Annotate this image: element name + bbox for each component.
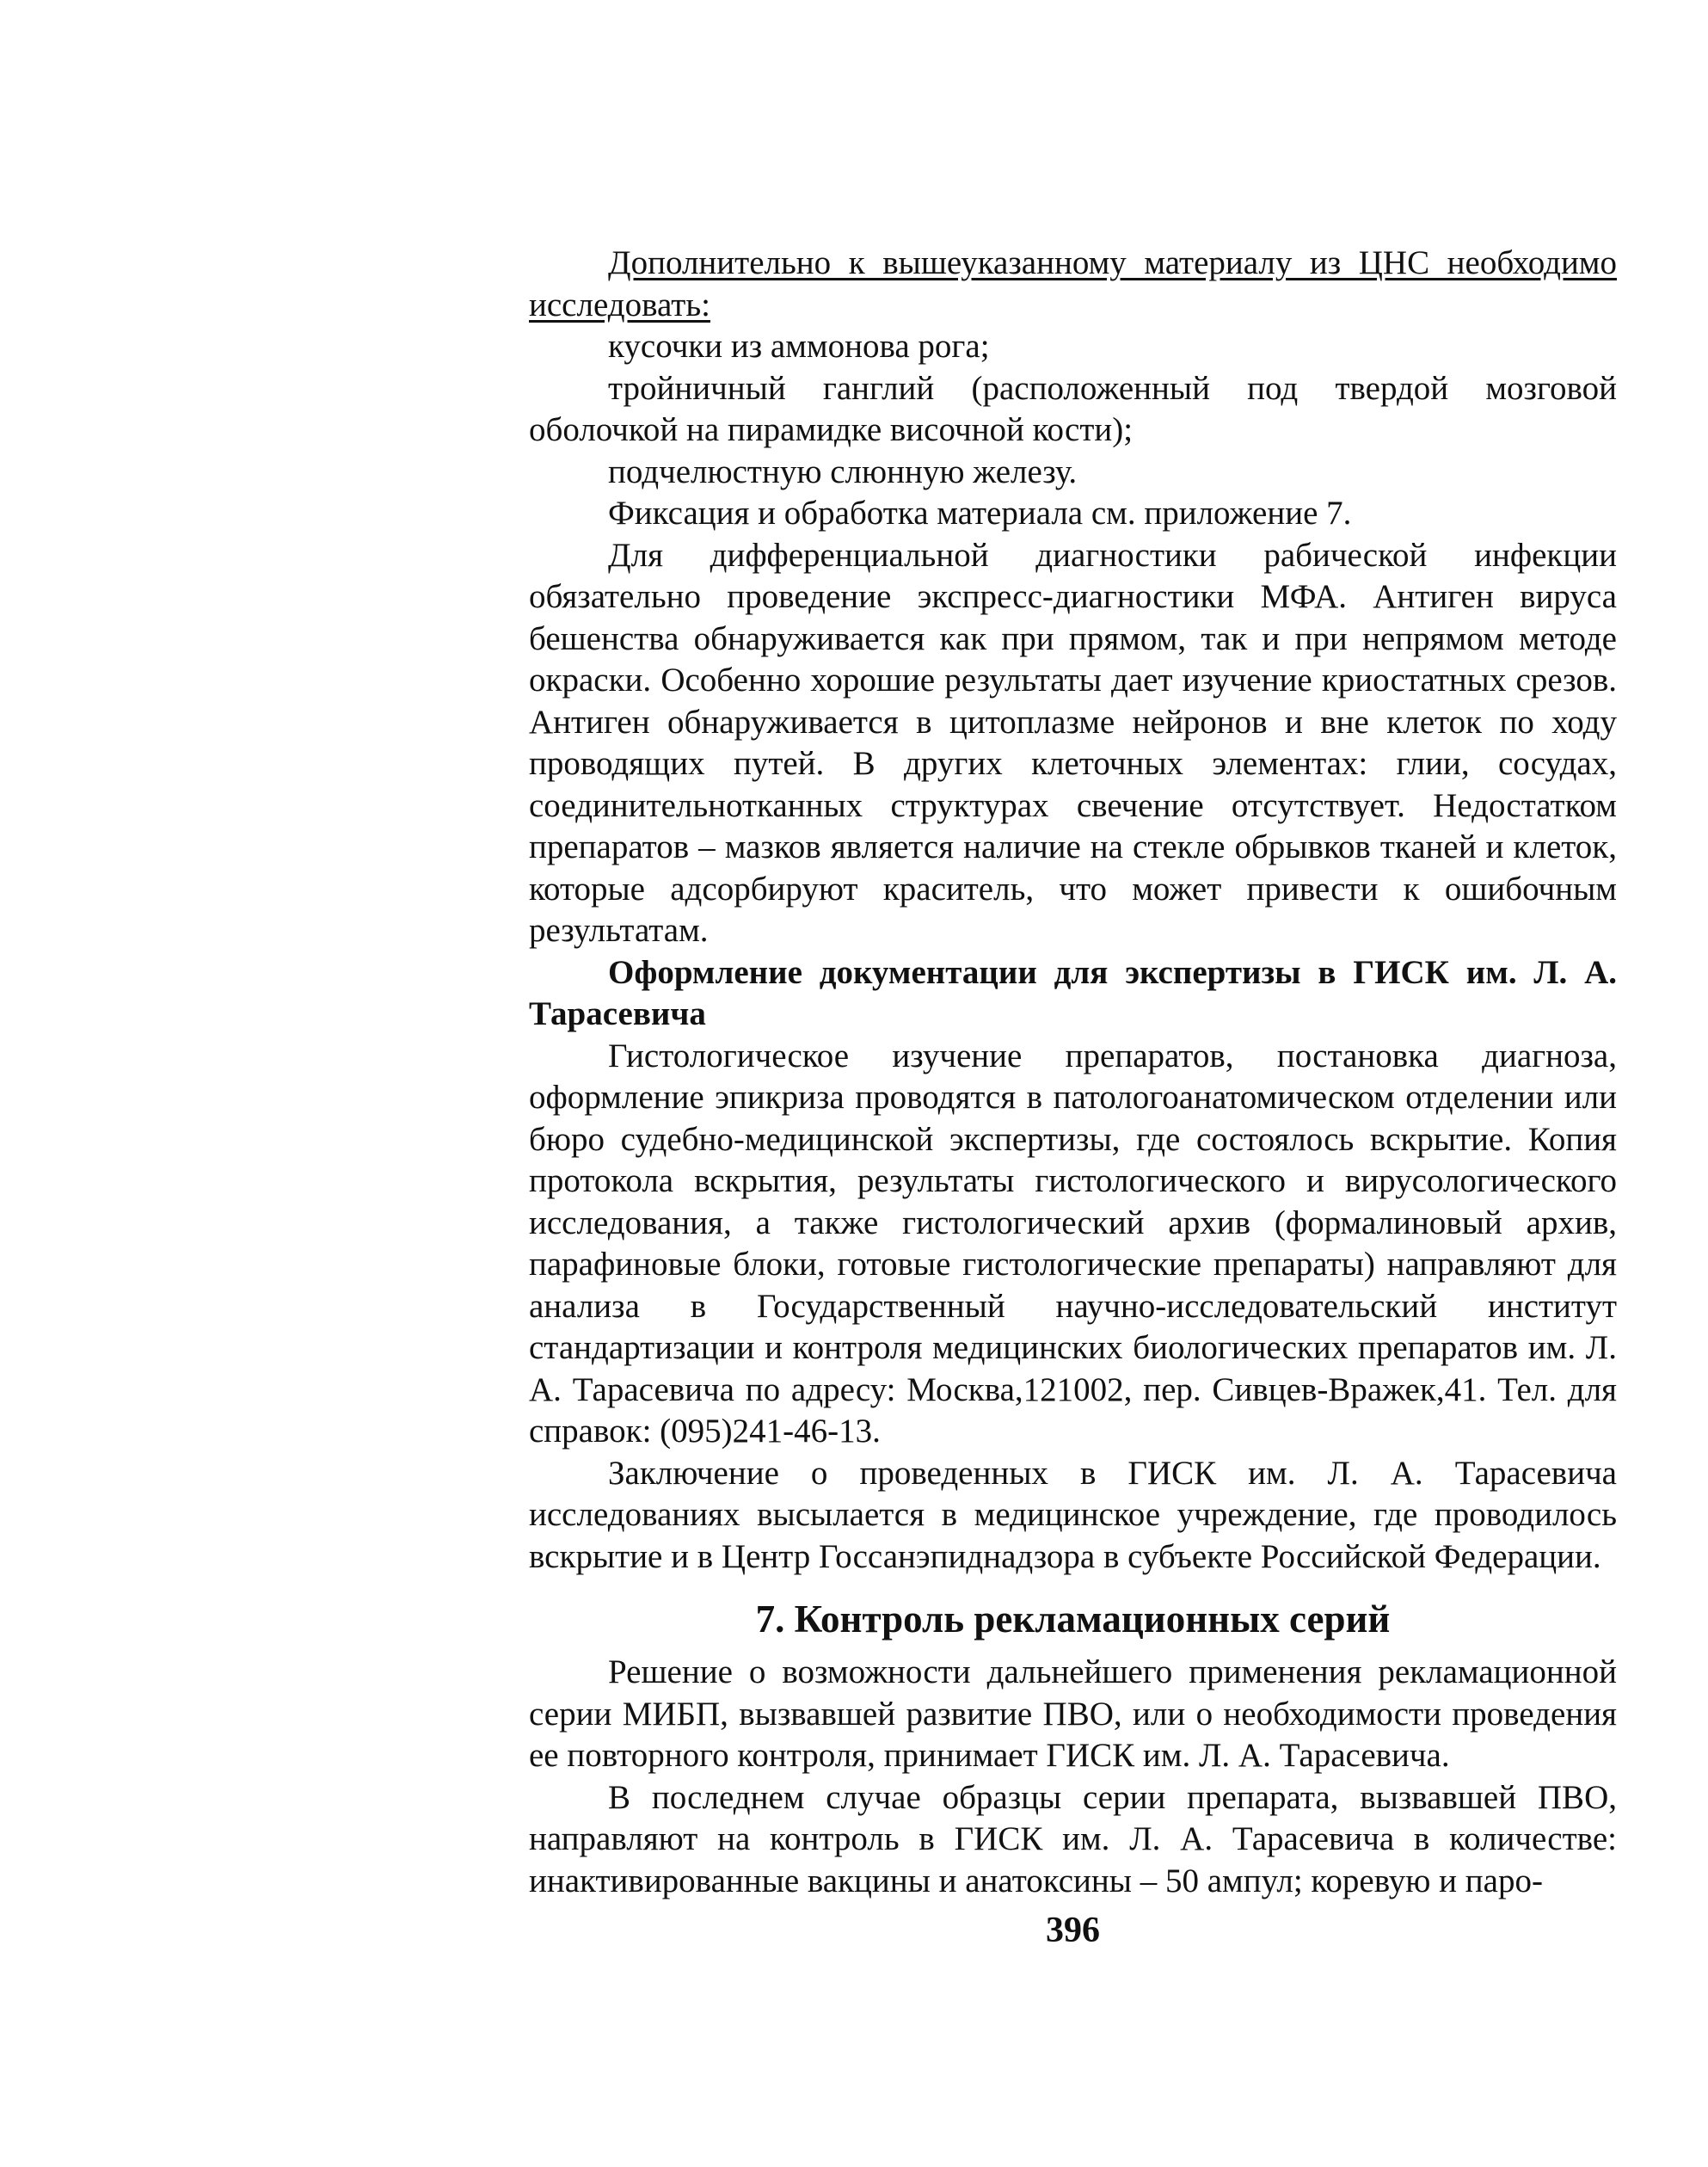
section-title: 7. Контроль рекламационных серий	[755, 1598, 1391, 1641]
samples-paragraph: В последнем случае образцы серии препарата, вызвавшей ПВО, направляют на контроль в ГИСК им. Л. А. Тарасевича в количестве: инактивированные вакцины и анатоксины – 50 ампул; коревую и паро-	[529, 1778, 1617, 1899]
list-item-trigeminal-ganglion: тройничный ганглий (расположенный под твердой мозговой оболочкой на пирамидке височной кости);	[529, 369, 1617, 448]
fixation-note: Фиксация и обработка материала см. приложение 7.	[608, 495, 1352, 532]
page-body	[529, 243, 1617, 1902]
conclusion-paragraph: Заключение о проведенных в ГИСК им. Л. А. Тарасевича исследованиях высылается в медицинское учреждение, где проводилось вскрытие и в Центр Госсанэпиднадзора в субъекте Российской Федерации.	[529, 1454, 1617, 1575]
histology-paragraph: Гистологическое изучение препаратов, постановка диагноза, оформление эпикриза проводятся в патологоанатомическом отделении или бюро судебно-медицинской экспертизы, где состоялось вскрытие. Копия протокола вскрытия, результаты гистологического и вирусологического исследования, а также гистологический архив (формалиновый архив, парафиновые блоки, готовые гистологические препараты) направляют для анализа в Государственный научно-исследовательский институт стандартизации и контроля медицинских биологических препаратов им. Л. А. Тарасевича по адресу: Москва,121002, пер. Сивцев-Вражек,41. Тел. для справок: (095)241-46-13.	[529, 1037, 1617, 1450]
diagnostics-paragraph: Для дифференциальной диагностики рабической инфекции обязательно проведение экспресс-диагностики МФА. Антиген вируса бешенства обнаруживается как при прямом, так и при непрямом методе окраски. Особенно хорошие результаты дает изучение криостатных срезов. Антиген обнаруживается в цитоплазме нейронов и вне клеток по ходу проводящих путей. В других клеточных элементах: глии, сосудах, соединительнотканных структурах свечение отсутствует. Недостатком препаратов – мазков является наличие на стекле обрывков тканей и клеток, которые адсорбируют краситель, что может привести к ошибочным результатам.	[529, 536, 1617, 949]
documentation-subheading: Оформление документации для экспертизы в ГИСК им. Л. А. Тарасевича	[529, 953, 1617, 1032]
list-item-ammon-horn: кусочки из аммонова рога;	[608, 328, 990, 365]
intro-paragraph: Дополнительно к вышеуказанному материалу из ЦНС необходимо исследовать:	[529, 244, 1617, 323]
page-number: 396	[1046, 1911, 1100, 1950]
decision-paragraph: Решение о возможности дальнейшего применения рекламационной серии МИБП, вызвавшей развитие ПВО, или о необходимости проведения ее повторного контроля, принимает ГИСК им. Л. А. Тарасевича.	[529, 1653, 1617, 1774]
list-item-salivary-gland: подчелюстную слюнную железу.	[608, 452, 1078, 490]
